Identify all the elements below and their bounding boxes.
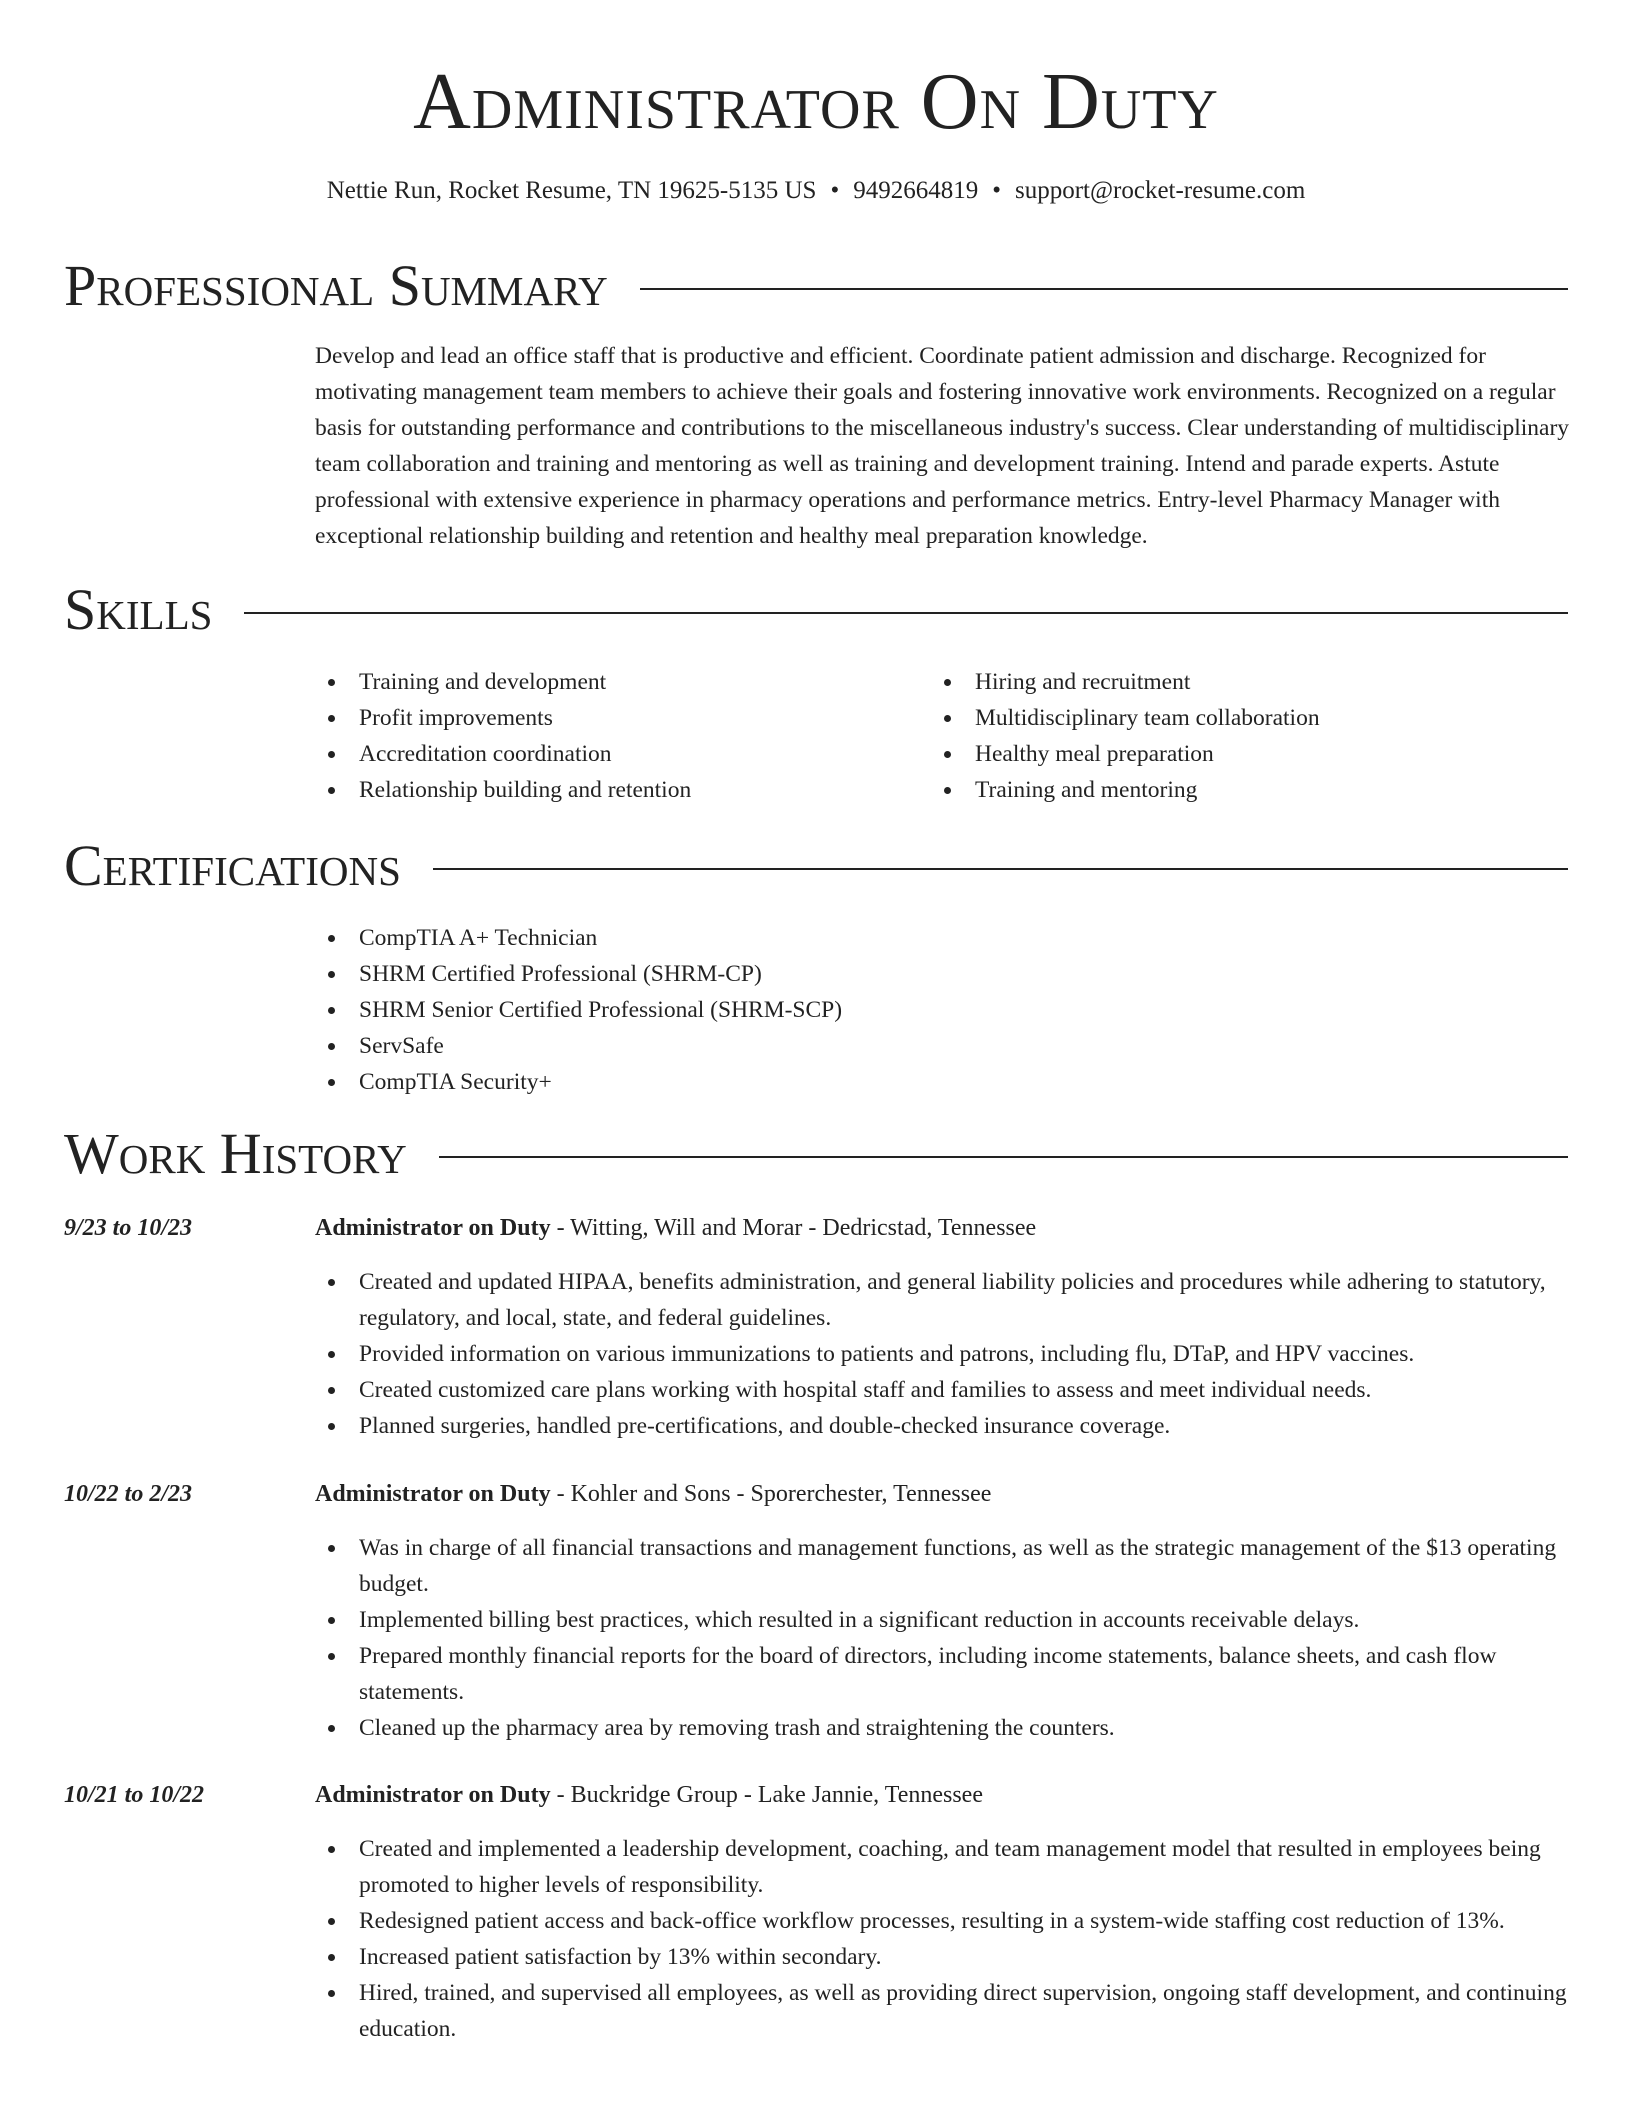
job-role: Administrator on Duty bbox=[315, 1215, 551, 1241]
certifications-list bbox=[315, 920, 1575, 1100]
job-role: Administrator on Duty bbox=[315, 1481, 551, 1507]
summary-text: Develop and lead an office staff that is productive and efficient. Coordinate patient admission and discharge. Recognized for motivating management team members to achieve their goals and fostering innovative work environments. Recognized on a regular basis for outstanding performance and contributions to the miscellaneous industry's success. Clear understanding of multidisciplinary team collaboration and training and mentoring as well as training and development training. Intend and parade experts. Astute professional with extensive experience in pharmacy operations and performance metrics. Entry-level Pharmacy Manager with exceptional relationship building and retention and healthy meal preparation knowledge. bbox=[315, 343, 1570, 549]
section-divider bbox=[433, 868, 1568, 870]
contact-line bbox=[0, 174, 1632, 208]
job-bullet: Implemented billing best practices, which resulted in a significant reduction in accounts receivable delays. bbox=[315, 1602, 1575, 1638]
job-heading bbox=[315, 1210, 1575, 1246]
job-employer-location: - Kohler and Sons - Sporerchester, Tennessee bbox=[550, 1481, 992, 1507]
contact-phone: 9492664819 bbox=[853, 177, 979, 204]
job-dates: 10/22 to 2/23 bbox=[64, 1481, 193, 1507]
job-bullets bbox=[315, 1831, 1575, 2047]
section-header-summary bbox=[64, 252, 1568, 320]
contact-separator: • bbox=[992, 177, 1001, 204]
job-employer-location: - Buckridge Group - Lake Jannie, Tennessee bbox=[550, 1782, 983, 1808]
section-divider bbox=[439, 1156, 1568, 1158]
job-bullet: Cleaned up the pharmacy area by removing trash and straightening the counters. bbox=[315, 1710, 1575, 1746]
skills-list-left bbox=[315, 664, 915, 808]
skills-list-right bbox=[931, 664, 1571, 808]
job-bullet: Hired, trained, and supervised all employees, as well as providing direct supervision, ongoing staff development, and continuing education. bbox=[315, 1975, 1575, 2047]
job-bullet: Provided information on various immunizations to patients and patrons, including flu, DTaP, and HPV vaccines. bbox=[315, 1336, 1575, 1372]
skill-item: Relationship building and retention bbox=[315, 772, 915, 808]
job-bullets bbox=[315, 1530, 1575, 1746]
skill-item: Training and development bbox=[315, 664, 915, 700]
contact-email: support@rocket-resume.com bbox=[1015, 177, 1306, 204]
skill-item: Profit improvements bbox=[315, 700, 915, 736]
job-dates: 9/23 to 10/23 bbox=[64, 1215, 193, 1241]
skill-item: Accreditation coordination bbox=[315, 736, 915, 772]
job-bullets bbox=[315, 1264, 1575, 1444]
section-title-certifications: Certifications bbox=[64, 833, 401, 898]
job-bullet: Increased patient satisfaction by 13% within secondary. bbox=[315, 1939, 1575, 1975]
section-divider bbox=[640, 288, 1568, 290]
section-header-work-history bbox=[64, 1120, 1568, 1188]
job-bullet: Planned surgeries, handled pre-certifications, and double-checked insurance coverage. bbox=[315, 1408, 1575, 1444]
section-header-certifications bbox=[64, 832, 1568, 900]
skill-item: Training and mentoring bbox=[931, 772, 1571, 808]
job-heading bbox=[315, 1476, 1575, 1512]
job-bullet: Created and implemented a leadership development, coaching, and team management model that resulted in employees being promoted to higher levels of responsibility. bbox=[315, 1831, 1575, 1903]
contact-address: Nettie Run, Rocket Resume, TN 19625-5135 US bbox=[326, 177, 817, 204]
job-bullet: Created and updated HIPAA, benefits administration, and general liability policies and procedures while adhering to statutory, regulatory, and local, state, and federal guidelines. bbox=[315, 1264, 1575, 1336]
skill-item: Healthy meal preparation bbox=[931, 736, 1571, 772]
section-header-skills bbox=[64, 576, 1568, 644]
section-divider bbox=[244, 612, 1568, 614]
section-title-skills: Skills bbox=[64, 577, 213, 642]
job-bullet: Was in charge of all financial transactions and management functions, as well as the strategic management of the $13 operating budget. bbox=[315, 1530, 1575, 1602]
certification-item: SHRM Senior Certified Professional (SHRM-SCP) bbox=[315, 992, 1575, 1028]
page-title: Administrator On Duty bbox=[413, 58, 1219, 146]
job-dates: 10/21 to 10/22 bbox=[64, 1782, 205, 1808]
contact-separator: • bbox=[830, 177, 840, 204]
job-bullet: Created customized care plans working with hospital staff and families to assess and meet individual needs. bbox=[315, 1372, 1575, 1408]
job-bullet: Prepared monthly financial reports for the board of directors, including income statements, balance sheets, and cash flow statements. bbox=[315, 1638, 1575, 1710]
section-title-summary: Professional Summary bbox=[64, 253, 608, 318]
certification-item: ServSafe bbox=[315, 1028, 1575, 1064]
skill-item: Hiring and recruitment bbox=[931, 664, 1571, 700]
skill-item: Multidisciplinary team collaboration bbox=[931, 700, 1571, 736]
certification-item: CompTIA A+ Technician bbox=[315, 920, 1575, 956]
job-heading bbox=[315, 1777, 1575, 1813]
job-bullet: Redesigned patient access and back-office workflow processes, resulting in a system-wide staffing cost reduction of 13%. bbox=[315, 1903, 1575, 1939]
job-role: Administrator on Duty bbox=[315, 1782, 551, 1808]
job-employer-location: - Witting, Will and Morar - Dedricstad, Tennessee bbox=[550, 1215, 1037, 1241]
certification-item: CompTIA Security+ bbox=[315, 1064, 1575, 1100]
section-title-work-history: Work History bbox=[64, 1121, 407, 1186]
certification-item: SHRM Certified Professional (SHRM-CP) bbox=[315, 956, 1575, 992]
